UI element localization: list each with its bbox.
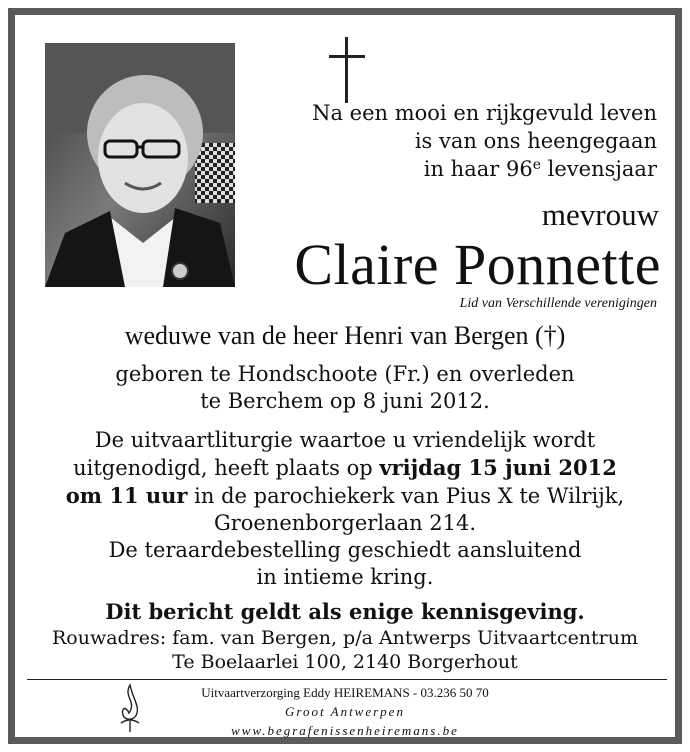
intro-age-suffix: levensjaar	[540, 157, 657, 181]
mourning-address	[15, 626, 675, 674]
funeral-director-info	[15, 683, 675, 740]
address-line: Te Boelaarlei 100, 2140 Borgerhout	[172, 651, 518, 673]
salutation: mevrouw	[541, 197, 659, 232]
ceremony-line	[15, 454, 675, 482]
ceremony-text-part: uitgenodigd, heeft plaats op	[73, 456, 380, 480]
intro-line	[312, 155, 657, 183]
intro-text	[312, 99, 657, 183]
company-line: Uitvaartverzorging Eddy HEIREMANS - 03.236 50 70	[201, 685, 489, 700]
city-line: Groot Antwerpen	[285, 704, 405, 719]
ceremony-line: in intieme kring.	[256, 565, 434, 589]
ordinal-superscript: e	[532, 157, 541, 173]
notice-line: Dit bericht geldt als enige kennisgeving.	[105, 599, 585, 624]
membership-note: Lid van Verschillende verenigingen	[459, 296, 657, 311]
ceremony-time: om 11 uur	[65, 483, 188, 508]
intro-age: in haar 96	[423, 157, 533, 181]
website-link[interactable]: www.begrafenissenheiremans.be	[231, 723, 459, 738]
widow-line: weduwe van de heer Henri van Bergen (†)	[124, 321, 566, 350]
deceased-name: Claire Ponnette	[294, 232, 661, 297]
intro-line: is van ons heengegaan	[414, 129, 657, 153]
address-line: Rouwadres: fam. van Bergen, p/a Antwerps Uitvaartcentrum	[51, 627, 639, 649]
portrait-photo	[45, 43, 235, 287]
ceremony-text-part: in de parochiekerk van Pius X te Wilrijk,	[187, 484, 625, 508]
ceremony-line: Groenenborgerlaan 214.	[213, 511, 477, 535]
birth-death-text	[15, 361, 675, 415]
obituary-card	[8, 8, 682, 744]
born-line: geboren te Hondschoote (Fr.) en overleden	[115, 362, 575, 386]
ceremony-line	[15, 482, 675, 510]
ceremony-text	[15, 427, 675, 591]
ceremony-date: vrijdag 15 juni 2012	[379, 455, 617, 480]
intro-line: Na een mooi en rijkgevuld leven	[312, 101, 657, 125]
ceremony-line: De teraardebestelling geschiedt aansluitend	[108, 538, 582, 562]
cross-icon	[327, 37, 367, 103]
born-line: te Berchem op 8 juni 2012.	[200, 389, 490, 413]
ceremony-line: De uitvaartliturgie waartoe u vriendelijk wordt	[94, 428, 596, 452]
divider	[27, 679, 667, 680]
